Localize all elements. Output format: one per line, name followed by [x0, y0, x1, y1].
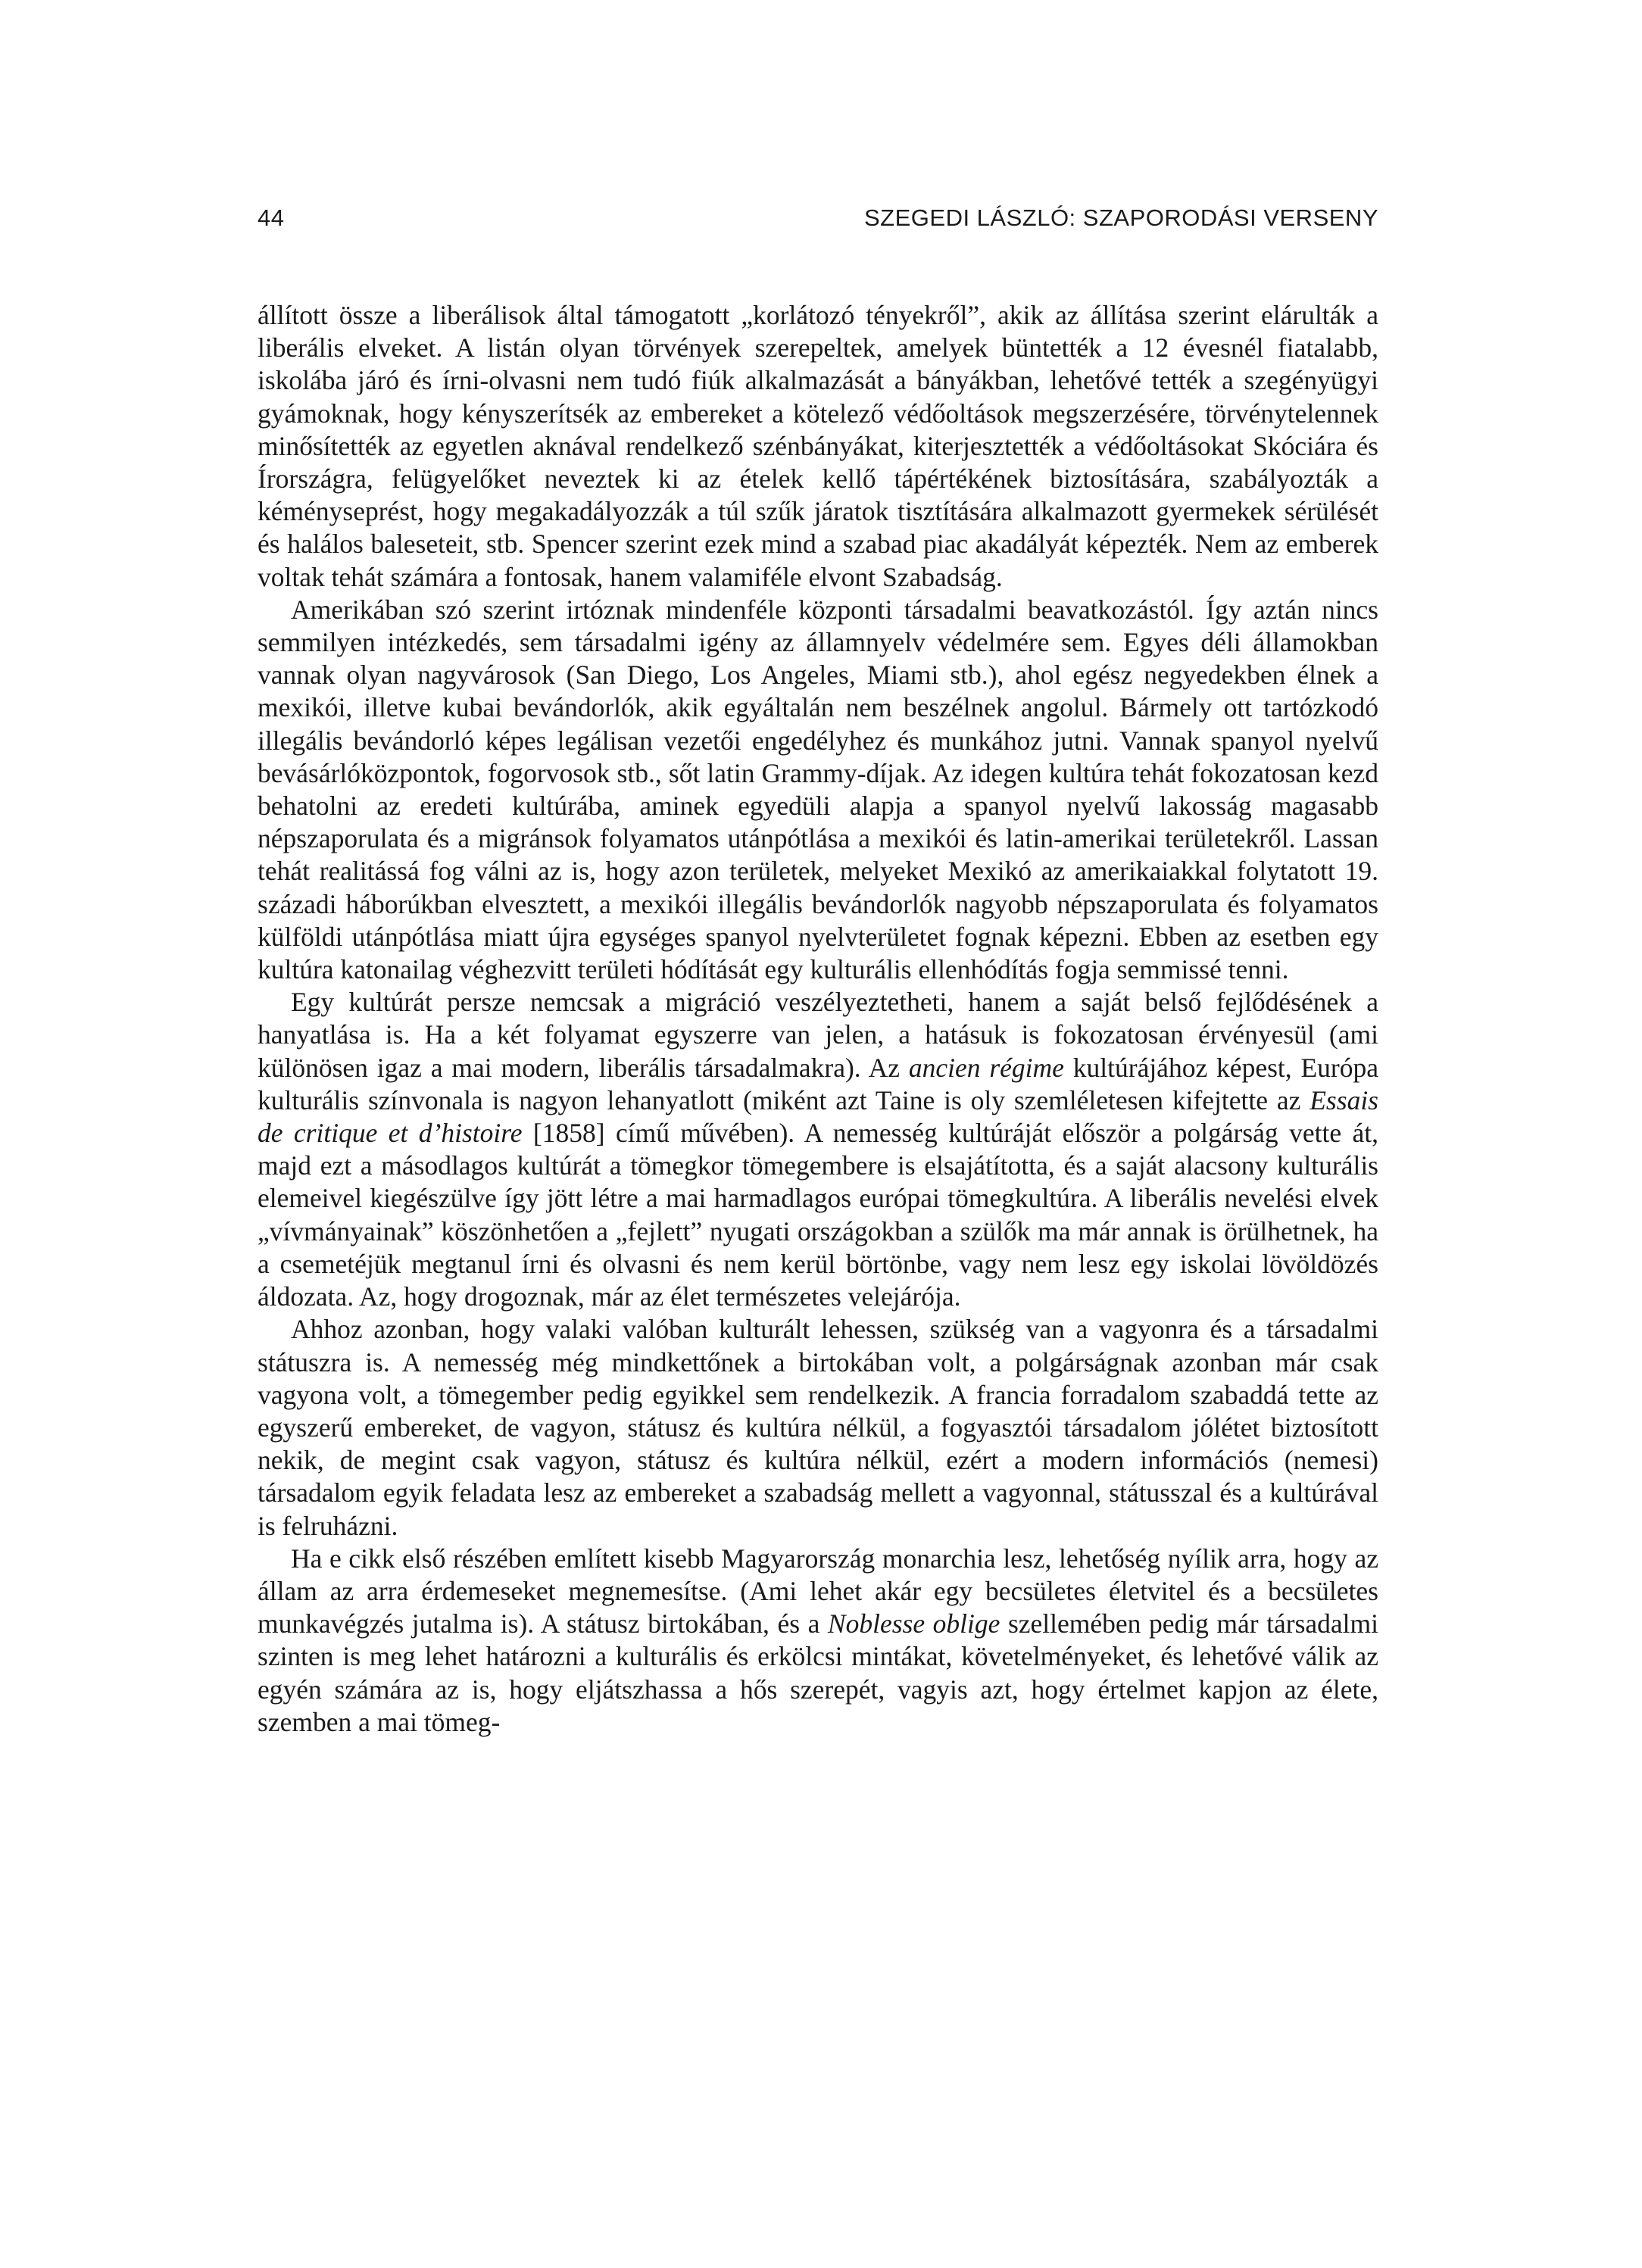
- paragraph-5-text-a: Ha e cikk első részében említett kisebb Magyarország monarchia lesz, lehetőség nyílik arra, hogy az állam az arra érdemeseket megnemesítse. (Ami lehet akár egy becsületes életvitel és a becsületes munkavégzés jutalma is). A státusz birtokában, és a: [258, 1543, 1378, 1639]
- italic-title-essais: Essais de critique et d’histoire: [258, 1084, 1378, 1149]
- italic-phrase-noblesse-oblige: Noblesse oblige: [827, 1608, 1000, 1639]
- paragraph-3: [258, 986, 1378, 1313]
- paragraph-5-text-b: szellemében pedig már társadalmi szinten is meg lehet határozni a kulturális és erkölcsi mintákat, követelményeket, és lehetővé válik az egyén számára az is, hogy eljátszhassa a hős szerepét, vagyis azt, hogy értelmet kapjon az élete, szemben a mai tömeg-: [258, 1608, 1378, 1737]
- paragraph-5: [258, 1543, 1378, 1739]
- page-number: 44: [258, 204, 285, 231]
- running-title: SZEGEDI LÁSZLÓ: SZAPORODÁSI VERSENY: [863, 204, 1378, 231]
- paragraph-3-text-c: [1858] című művében). A nemesség kultúráját először a polgárság vette át, majd ezt a másodlagos kultúrát a tömegkor tömegembere is elsajátította, és a saját alacsony kulturális elemeivel kiegészülve így jött létre a mai harmadlagos európai tömegkultúra. A liberális nevelési elvek „vívmányainak” köszönhetően a „fejlett” nyugati országokban a szülők ma már annak is örülhetnek, ha a csemetéjük megtanul írni és olvasni és nem kerül börtönbe, vagy nem lesz egy iskolai lövöldözés áldozata. Az, hogy drogoznak, már az élet természetes velejárója.: [258, 1118, 1378, 1312]
- italic-phrase-ancien-regime: ancien régime: [908, 1052, 1064, 1083]
- paragraph-3-text-b: kultúrájához képest, Európa kulturális színvonala is nagyon lehanyatlott (miként azt Taine is oly szemléletesen kifejtette az: [258, 1052, 1378, 1115]
- paragraph-1: állított össze a liberálisok által támogatott „korlátozó tényekről”, akik az állítása szerint elárulták a liberális elveket. A listán olyan törvények szerepeltek, amelyek büntették a 12 évesnél fiatalabb, iskolába járó és írni-olvasni nem tudó fiúk alkalmazását a bányákban, lehetővé tették a szegényügyi gyámoknak, hogy kényszerítsék az embereket a kötelező védőoltások megszerzésére, törvénytelennek minősítették az egyetlen aknával rendelkező szénbányákat, kiterjesztették a védőoltásokat Skóciára és Írországra, felügyelőket neveztek ki az ételek kellő tápértékének biztosítására, szabályozták a kéményseprést, hogy megakadályozzák a túl szűk járatok tisztítására alkalmazott gyermekek sérülését és halálos baleseteit, stb. Spencer szerint ezek mind a szabad piac akadályát képezték. Nem az emberek voltak tehát számára a fontosak, hanem valamiféle elvont Szabadság.: [258, 300, 1378, 592]
- running-header: [258, 204, 1378, 242]
- paragraph-3-text-a: Egy kultúrát persze nemcsak a migráció veszélyeztetheti, hanem a saját belső fejlődésének a hanyatlása is. Ha a két folyamat egyszerre van jelen, a hatásuk is fokozatosan érvényesül (ami különösen igaz a mai modern, liberális társadalmakra). Az: [258, 987, 1378, 1083]
- body-text: [258, 299, 1378, 1739]
- paragraph-2: Amerikában szó szerint irtóznak mindenféle központi társadalmi beavatkozástól. Így aztán nincs semmilyen intézkedés, sem társadalmi igény az államnyelv védelmére sem. Egyes déli államokban vannak olyan nagyvárosok (San Diego, Los Angeles, Miami stb.), ahol egész negyedekben élnek a mexikói, illetve kubai bevándorlók, akik egyáltalán nem beszélnek angolul. Bármely ott tartózkodó illegális bevándorló képes legálisan vezetői engedélyhez és munkához jutni. Vannak spanyol nyelvű bevásárlóközpontok, fogorvosok stb., sőt latin Grammy-díjak. Az idegen kultúra tehát fokozatosan kezd behatolni az eredeti kultúrába, aminek egyedüli alapja a spanyol nyelvű lakosság magasabb népszaporulata és a migránsok folyamatos utánpótlása a mexikói és latin-amerikai területekről. Lassan tehát realitássá fog válni az is, hogy azon területek, melyeket Mexikó az amerikaiakkal folytatott 19. századi háborúkban elvesztett, a mexikói illegális bevándorlók nagyobb népszaporulata és folyamatos külföldi utánpótlása miatt újra egységes spanyol nyelvterületet fognak képezni. Ebben az esetben egy kultúra katonailag véghezvitt területi hódítását egy kulturális ellenhódítás fogja semmissé tenni.: [258, 594, 1378, 985]
- paragraph-4: Ahhoz azonban, hogy valaki valóban kulturált lehessen, szükség van a vagyonra és a társadalmi státuszra is. A nemesség még mindkettőnek a birtokában volt, a polgárságnak azonban már csak vagyona volt, a tömegember pedig egyikkel sem rendelkezik. A francia forradalom szabaddá tette az egyszerű embereket, de vagyon, státusz és kultúra nélkül, a fogyasztói társadalom jólétet biztosított nekik, de megint csak vagyon, státusz és kultúra nélkül, ezért a modern információs (nemesi) társadalom egyik feladata lesz az embereket a szabadság mellett a vagyonnal, státusszal és a kultúrával is felruházni.: [258, 1314, 1378, 1541]
